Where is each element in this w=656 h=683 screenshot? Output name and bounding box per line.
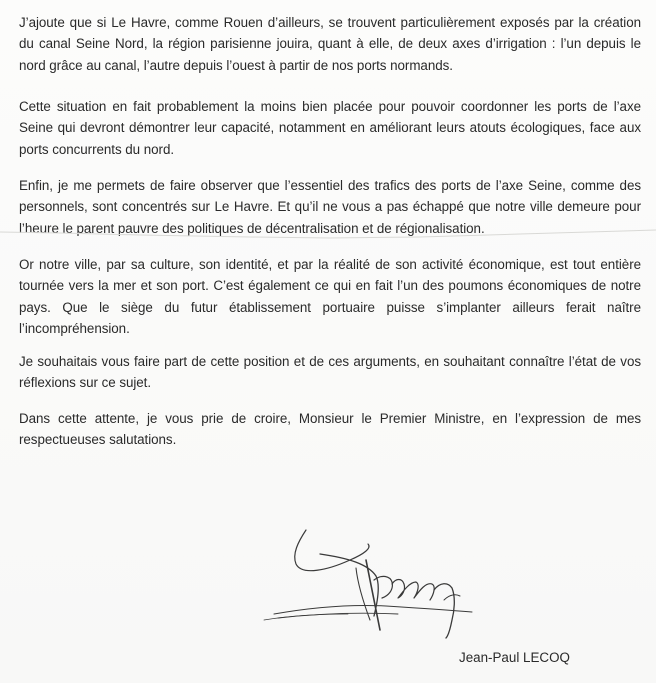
signer-name: Jean-Paul LECOQ xyxy=(459,650,570,665)
paragraph-havre-rouen-exposure: J’ajoute que si Le Havre, comme Rouen d’ailleurs, se trouvent particulièrement exposés par la création du canal Seine Nord, la région parisienne jouira, quant à elle, de deux axes d’irrigation : l’un depuis le nord grâce au canal, l’autre depuis l’ouest à partir de nos ports normands. xyxy=(19,15,641,73)
paragraph-closing-salutation: Dans cette attente, je vous prie de croire, Monsieur le Premier Ministre, en l’expression de mes respectueuses salutations. xyxy=(19,411,641,448)
handwritten-signature xyxy=(258,520,488,640)
paragraph-city-identity: Or notre ville, par sa culture, son identité, et par la réalité de son activité économique, est tout entière tournée vers la mer et son port. C’est également ce qui en fait l’un des poumons économiques de notre pays. Que le siège du futur établissement portuaire puisse s’implanter ailleurs ferait naître l’incompréhension. xyxy=(19,257,641,337)
paragraph-position-request: Je souhaitais vous faire part de cette position et de ces arguments, en souhaitant connaître l’état de vos réflexions sur ce sujet. xyxy=(19,354,641,391)
paragraph-coordination-ports: Cette situation en fait probablement la moins bien placée pour pouvoir coordonner les ports de l’axe Seine qui devront démontrer leur capacité, notamment en améliorant leurs atouts écologiques, face aux ports concurrents du nord. xyxy=(19,99,641,157)
paragraph-traffic-concentration: Enfin, je me permets de faire observer que l’essentiel des trafics des ports de l’axe Seine, comme des personnels, sont concentrés sur Le Havre. Et qu’il ne vous a pas échappé que notre ville demeure pour l’heure le parent pauvre des politiques de décentralisation et de régionalisation. xyxy=(19,178,641,236)
